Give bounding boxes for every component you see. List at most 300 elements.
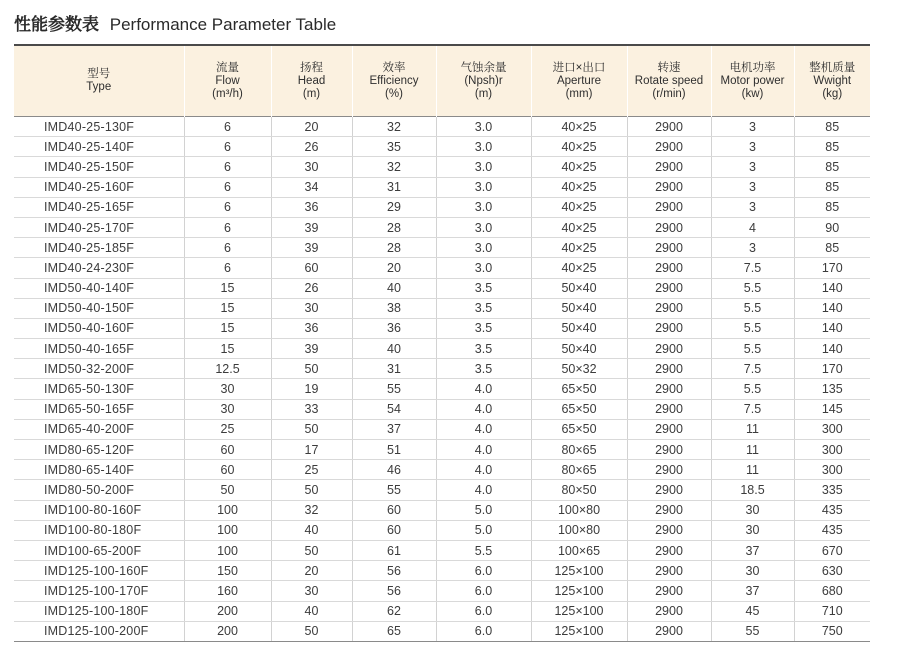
- cell-efficiency: 60: [352, 520, 436, 540]
- table-row: [14, 601, 870, 621]
- cell-flow: 15: [184, 298, 271, 318]
- cell-weight: 710: [794, 601, 870, 621]
- cell-type: IMD65-50-130F: [14, 379, 184, 399]
- column-header-head: [271, 45, 352, 117]
- cell-flow: 100: [184, 540, 271, 560]
- column-header-npshr-zh: 气蚀余量: [460, 61, 507, 74]
- table-row: [14, 480, 870, 500]
- table-row: [14, 177, 870, 197]
- column-header-npshr: [436, 45, 531, 117]
- cell-rotate-speed: 2900: [627, 480, 711, 500]
- cell-efficiency: 56: [352, 561, 436, 581]
- cell-type: IMD125-100-170F: [14, 581, 184, 601]
- cell-npshr: 6.0: [436, 601, 531, 621]
- cell-rotate-speed: 2900: [627, 460, 711, 480]
- cell-motor-power: 5.5: [711, 318, 794, 338]
- cell-weight: 85: [794, 137, 870, 157]
- cell-npshr: 3.0: [436, 197, 531, 217]
- cell-efficiency: 55: [352, 480, 436, 500]
- cell-npshr: 3.0: [436, 157, 531, 177]
- cell-efficiency: 61: [352, 540, 436, 560]
- table-row: [14, 520, 870, 540]
- cell-type: IMD80-65-120F: [14, 440, 184, 460]
- cell-weight: 85: [794, 197, 870, 217]
- cell-rotate-speed: 2900: [627, 419, 711, 439]
- column-header-flow: [184, 45, 271, 117]
- cell-type: IMD40-25-160F: [14, 177, 184, 197]
- cell-weight: 300: [794, 419, 870, 439]
- cell-aperture: 40×25: [531, 258, 627, 278]
- cell-type: IMD40-25-150F: [14, 157, 184, 177]
- cell-flow: 30: [184, 379, 271, 399]
- cell-head: 20: [271, 117, 352, 137]
- cell-aperture: 65×50: [531, 419, 627, 439]
- page-title-zh: 性能参数表: [14, 15, 99, 34]
- cell-motor-power: 11: [711, 440, 794, 460]
- cell-npshr: 4.0: [436, 460, 531, 480]
- cell-weight: 435: [794, 500, 870, 520]
- cell-flow: 15: [184, 318, 271, 338]
- page-title: [14, 10, 336, 35]
- cell-rotate-speed: 2900: [627, 520, 711, 540]
- cell-motor-power: 30: [711, 500, 794, 520]
- cell-efficiency: 56: [352, 581, 436, 601]
- cell-motor-power: 11: [711, 419, 794, 439]
- cell-weight: 670: [794, 540, 870, 560]
- column-header-aperture-zh: 进口×出口: [552, 61, 606, 74]
- cell-type: IMD100-80-180F: [14, 520, 184, 540]
- cell-rotate-speed: 2900: [627, 117, 711, 137]
- cell-weight: 140: [794, 278, 870, 298]
- cell-flow: 15: [184, 278, 271, 298]
- cell-weight: 300: [794, 440, 870, 460]
- cell-weight: 145: [794, 399, 870, 419]
- cell-head: 40: [271, 601, 352, 621]
- cell-weight: 300: [794, 460, 870, 480]
- cell-npshr: 5.0: [436, 500, 531, 520]
- cell-head: 39: [271, 217, 352, 237]
- cell-aperture: 100×80: [531, 520, 627, 540]
- cell-rotate-speed: 2900: [627, 339, 711, 359]
- cell-type: IMD50-40-150F: [14, 298, 184, 318]
- column-header-head-en: Head: [297, 74, 326, 87]
- cell-aperture: 50×40: [531, 298, 627, 318]
- cell-type: IMD40-24-230F: [14, 258, 184, 278]
- cell-motor-power: 7.5: [711, 258, 794, 278]
- cell-motor-power: 11: [711, 460, 794, 480]
- cell-aperture: 40×25: [531, 217, 627, 237]
- cell-type: IMD50-40-165F: [14, 339, 184, 359]
- cell-npshr: 4.0: [436, 379, 531, 399]
- cell-head: 50: [271, 540, 352, 560]
- cell-efficiency: 20: [352, 258, 436, 278]
- cell-efficiency: 31: [352, 177, 436, 197]
- header-row: [14, 45, 870, 117]
- cell-aperture: 50×40: [531, 339, 627, 359]
- table-row: [14, 621, 870, 641]
- cell-rotate-speed: 2900: [627, 500, 711, 520]
- cell-motor-power: 5.5: [711, 298, 794, 318]
- cell-aperture: 80×65: [531, 460, 627, 480]
- cell-efficiency: 31: [352, 359, 436, 379]
- table-row: [14, 278, 870, 298]
- cell-motor-power: 5.5: [711, 339, 794, 359]
- cell-aperture: 50×40: [531, 278, 627, 298]
- cell-efficiency: 38: [352, 298, 436, 318]
- cell-motor-power: 4: [711, 217, 794, 237]
- cell-type: IMD40-25-170F: [14, 217, 184, 237]
- cell-npshr: 3.5: [436, 359, 531, 379]
- cell-weight: 90: [794, 217, 870, 237]
- page-title-en: Performance Parameter Table: [109, 15, 337, 34]
- cell-efficiency: 65: [352, 621, 436, 641]
- table-row: [14, 581, 870, 601]
- cell-head: 39: [271, 238, 352, 258]
- cell-efficiency: 32: [352, 117, 436, 137]
- cell-head: 26: [271, 278, 352, 298]
- cell-rotate-speed: 2900: [627, 318, 711, 338]
- cell-head: 60: [271, 258, 352, 278]
- table-row: [14, 460, 870, 480]
- cell-flow: 60: [184, 440, 271, 460]
- cell-motor-power: 30: [711, 520, 794, 540]
- table-row: [14, 298, 870, 318]
- cell-flow: 200: [184, 601, 271, 621]
- cell-rotate-speed: 2900: [627, 258, 711, 278]
- cell-npshr: 3.5: [436, 318, 531, 338]
- column-header-rotate-speed-zh: 转速: [657, 61, 681, 74]
- cell-head: 30: [271, 298, 352, 318]
- table-row: [14, 540, 870, 560]
- cell-motor-power: 3: [711, 238, 794, 258]
- cell-efficiency: 28: [352, 238, 436, 258]
- table-row: [14, 197, 870, 217]
- column-header-flow-en: Flow: [215, 74, 240, 87]
- cell-aperture: 40×25: [531, 177, 627, 197]
- table-row: [14, 561, 870, 581]
- column-header-motor-power-zh: 电机功率: [729, 61, 776, 74]
- cell-head: 30: [271, 581, 352, 601]
- column-header-rotate-speed-en: Rotate speed: [634, 74, 704, 87]
- cell-rotate-speed: 2900: [627, 359, 711, 379]
- cell-efficiency: 35: [352, 137, 436, 157]
- cell-aperture: 125×100: [531, 601, 627, 621]
- cell-flow: 30: [184, 399, 271, 419]
- cell-npshr: 3.0: [436, 217, 531, 237]
- cell-aperture: 65×50: [531, 379, 627, 399]
- cell-flow: 6: [184, 238, 271, 258]
- cell-head: 39: [271, 339, 352, 359]
- table-row: [14, 258, 870, 278]
- cell-rotate-speed: 2900: [627, 298, 711, 318]
- column-header-efficiency-zh: 效率: [382, 61, 406, 74]
- cell-npshr: 3.0: [436, 137, 531, 157]
- cell-flow: 25: [184, 419, 271, 439]
- cell-type: IMD80-65-140F: [14, 460, 184, 480]
- cell-aperture: 125×100: [531, 561, 627, 581]
- column-header-motor-power: [711, 45, 794, 117]
- column-header-type-en: Type: [86, 81, 112, 93]
- cell-efficiency: 29: [352, 197, 436, 217]
- cell-rotate-speed: 2900: [627, 440, 711, 460]
- cell-weight: 170: [794, 359, 870, 379]
- cell-type: IMD125-100-200F: [14, 621, 184, 641]
- cell-aperture: 50×40: [531, 318, 627, 338]
- column-header-aperture: [531, 45, 627, 117]
- column-header-npshr-unit: (m): [474, 87, 493, 100]
- table-row: [14, 379, 870, 399]
- column-header-rotate-speed-unit: (r/min): [652, 87, 686, 100]
- cell-type: IMD65-40-200F: [14, 419, 184, 439]
- column-header-weight-zh: 整机质量: [809, 61, 856, 74]
- cell-npshr: 3.0: [436, 258, 531, 278]
- column-header-weight-en: Wwight: [813, 74, 852, 87]
- cell-efficiency: 32: [352, 157, 436, 177]
- cell-head: 36: [271, 318, 352, 338]
- cell-efficiency: 51: [352, 440, 436, 460]
- cell-weight: 750: [794, 621, 870, 641]
- cell-efficiency: 60: [352, 500, 436, 520]
- cell-aperture: 50×32: [531, 359, 627, 379]
- cell-flow: 6: [184, 258, 271, 278]
- cell-weight: 85: [794, 177, 870, 197]
- cell-rotate-speed: 2900: [627, 217, 711, 237]
- cell-aperture: 40×25: [531, 238, 627, 258]
- cell-rotate-speed: 2900: [627, 399, 711, 419]
- cell-head: 32: [271, 500, 352, 520]
- cell-aperture: 100×80: [531, 500, 627, 520]
- cell-type: IMD100-65-200F: [14, 540, 184, 560]
- cell-rotate-speed: 2900: [627, 379, 711, 399]
- column-header-type: [14, 45, 184, 117]
- cell-motor-power: 3: [711, 137, 794, 157]
- column-header-npshr-en: (Npsh)r: [464, 74, 503, 87]
- cell-flow: 50: [184, 480, 271, 500]
- column-header-motor-power-unit: (kw): [741, 87, 764, 100]
- table-row: [14, 339, 870, 359]
- cell-flow: 15: [184, 339, 271, 359]
- cell-head: 26: [271, 137, 352, 157]
- performance-parameter-table: [14, 44, 870, 642]
- cell-efficiency: 54: [352, 399, 436, 419]
- column-header-efficiency: [352, 45, 436, 117]
- column-header-type-zh: 型号: [87, 68, 111, 80]
- column-header-aperture-unit: (mm): [565, 87, 593, 100]
- cell-type: IMD125-100-160F: [14, 561, 184, 581]
- cell-type: IMD50-40-160F: [14, 318, 184, 338]
- cell-npshr: 3.0: [436, 177, 531, 197]
- cell-motor-power: 37: [711, 540, 794, 560]
- cell-weight: 140: [794, 318, 870, 338]
- cell-flow: 6: [184, 177, 271, 197]
- column-header-rotate-speed: [627, 45, 711, 117]
- table-row: [14, 500, 870, 520]
- cell-head: 50: [271, 480, 352, 500]
- cell-head: 40: [271, 520, 352, 540]
- cell-motor-power: 55: [711, 621, 794, 641]
- cell-rotate-speed: 2900: [627, 238, 711, 258]
- cell-rotate-speed: 2900: [627, 540, 711, 560]
- cell-aperture: 125×100: [531, 581, 627, 601]
- cell-motor-power: 30: [711, 561, 794, 581]
- cell-npshr: 4.0: [436, 419, 531, 439]
- table-row: [14, 137, 870, 157]
- table-row: [14, 238, 870, 258]
- cell-head: 34: [271, 177, 352, 197]
- cell-rotate-speed: 2900: [627, 137, 711, 157]
- cell-motor-power: 3: [711, 197, 794, 217]
- cell-aperture: 80×50: [531, 480, 627, 500]
- cell-type: IMD80-50-200F: [14, 480, 184, 500]
- cell-rotate-speed: 2900: [627, 197, 711, 217]
- cell-efficiency: 37: [352, 419, 436, 439]
- table-row: [14, 217, 870, 237]
- cell-efficiency: 55: [352, 379, 436, 399]
- cell-npshr: 4.0: [436, 480, 531, 500]
- cell-flow: 6: [184, 117, 271, 137]
- cell-flow: 100: [184, 520, 271, 540]
- cell-rotate-speed: 2900: [627, 561, 711, 581]
- cell-weight: 335: [794, 480, 870, 500]
- cell-weight: 85: [794, 157, 870, 177]
- cell-motor-power: 3: [711, 177, 794, 197]
- cell-head: 17: [271, 440, 352, 460]
- cell-weight: 85: [794, 238, 870, 258]
- cell-weight: 680: [794, 581, 870, 601]
- cell-type: IMD40-25-130F: [14, 117, 184, 137]
- cell-aperture: 40×25: [531, 157, 627, 177]
- cell-type: IMD40-25-140F: [14, 137, 184, 157]
- cell-flow: 6: [184, 137, 271, 157]
- table-row: [14, 399, 870, 419]
- cell-efficiency: 46: [352, 460, 436, 480]
- cell-npshr: 3.0: [436, 238, 531, 258]
- cell-npshr: 4.0: [436, 399, 531, 419]
- cell-head: 36: [271, 197, 352, 217]
- cell-weight: 630: [794, 561, 870, 581]
- cell-npshr: 6.0: [436, 621, 531, 641]
- column-header-efficiency-en: Efficiency: [369, 74, 419, 87]
- cell-rotate-speed: 2900: [627, 601, 711, 621]
- cell-aperture: 65×50: [531, 399, 627, 419]
- cell-head: 20: [271, 561, 352, 581]
- cell-weight: 135: [794, 379, 870, 399]
- cell-motor-power: 18.5: [711, 480, 794, 500]
- cell-weight: 85: [794, 117, 870, 137]
- cell-aperture: 125×100: [531, 621, 627, 641]
- cell-rotate-speed: 2900: [627, 177, 711, 197]
- cell-npshr: 3.5: [436, 339, 531, 359]
- cell-npshr: 5.0: [436, 520, 531, 540]
- cell-aperture: 100×65: [531, 540, 627, 560]
- cell-head: 30: [271, 157, 352, 177]
- cell-motor-power: 5.5: [711, 379, 794, 399]
- cell-efficiency: 28: [352, 217, 436, 237]
- cell-type: IMD100-80-160F: [14, 500, 184, 520]
- cell-rotate-speed: 2900: [627, 621, 711, 641]
- cell-npshr: 6.0: [436, 561, 531, 581]
- column-header-motor-power-en: Motor power: [720, 74, 785, 87]
- table-row: [14, 359, 870, 379]
- cell-npshr: 3.5: [436, 298, 531, 318]
- cell-motor-power: 45: [711, 601, 794, 621]
- cell-efficiency: 40: [352, 339, 436, 359]
- cell-head: 50: [271, 419, 352, 439]
- cell-rotate-speed: 2900: [627, 157, 711, 177]
- cell-npshr: 6.0: [436, 581, 531, 601]
- cell-head: 33: [271, 399, 352, 419]
- cell-head: 25: [271, 460, 352, 480]
- cell-rotate-speed: 2900: [627, 278, 711, 298]
- cell-npshr: 5.5: [436, 540, 531, 560]
- cell-type: IMD125-100-180F: [14, 601, 184, 621]
- cell-weight: 140: [794, 298, 870, 318]
- cell-motor-power: 3: [711, 117, 794, 137]
- column-header-flow-unit: (m³/h): [212, 87, 243, 100]
- cell-npshr: 4.0: [436, 440, 531, 460]
- table-row: [14, 157, 870, 177]
- column-header-efficiency-unit: (%): [385, 87, 403, 100]
- table-row: [14, 440, 870, 460]
- cell-head: 19: [271, 379, 352, 399]
- cell-npshr: 3.0: [436, 117, 531, 137]
- cell-flow: 6: [184, 157, 271, 177]
- cell-type: IMD50-32-200F: [14, 359, 184, 379]
- cell-flow: 150: [184, 561, 271, 581]
- cell-weight: 140: [794, 339, 870, 359]
- cell-npshr: 3.5: [436, 278, 531, 298]
- column-header-weight: [794, 45, 870, 117]
- cell-flow: 60: [184, 460, 271, 480]
- cell-aperture: 80×65: [531, 440, 627, 460]
- cell-efficiency: 62: [352, 601, 436, 621]
- cell-aperture: 40×25: [531, 137, 627, 157]
- table-row: [14, 117, 870, 137]
- table-row: [14, 419, 870, 439]
- cell-head: 50: [271, 621, 352, 641]
- cell-motor-power: 3: [711, 157, 794, 177]
- cell-flow: 12.5: [184, 359, 271, 379]
- column-header-flow-zh: 流量: [216, 61, 239, 74]
- cell-type: IMD65-50-165F: [14, 399, 184, 419]
- cell-motor-power: 5.5: [711, 278, 794, 298]
- cell-type: IMD40-25-185F: [14, 238, 184, 258]
- cell-flow: 200: [184, 621, 271, 641]
- table-header: [14, 45, 870, 117]
- cell-motor-power: 7.5: [711, 399, 794, 419]
- cell-flow: 160: [184, 581, 271, 601]
- cell-motor-power: 37: [711, 581, 794, 601]
- cell-type: IMD40-25-165F: [14, 197, 184, 217]
- cell-flow: 100: [184, 500, 271, 520]
- cell-efficiency: 36: [352, 318, 436, 338]
- cell-aperture: 40×25: [531, 197, 627, 217]
- cell-efficiency: 40: [352, 278, 436, 298]
- cell-aperture: 40×25: [531, 117, 627, 137]
- column-header-weight-unit: (kg): [822, 87, 843, 100]
- cell-motor-power: 7.5: [711, 359, 794, 379]
- cell-type: IMD50-40-140F: [14, 278, 184, 298]
- cell-weight: 435: [794, 520, 870, 540]
- column-header-head-unit: (m): [302, 87, 321, 100]
- cell-flow: 6: [184, 217, 271, 237]
- cell-flow: 6: [184, 197, 271, 217]
- cell-head: 50: [271, 359, 352, 379]
- cell-rotate-speed: 2900: [627, 581, 711, 601]
- cell-weight: 170: [794, 258, 870, 278]
- table-row: [14, 318, 870, 338]
- table-body: [14, 117, 870, 642]
